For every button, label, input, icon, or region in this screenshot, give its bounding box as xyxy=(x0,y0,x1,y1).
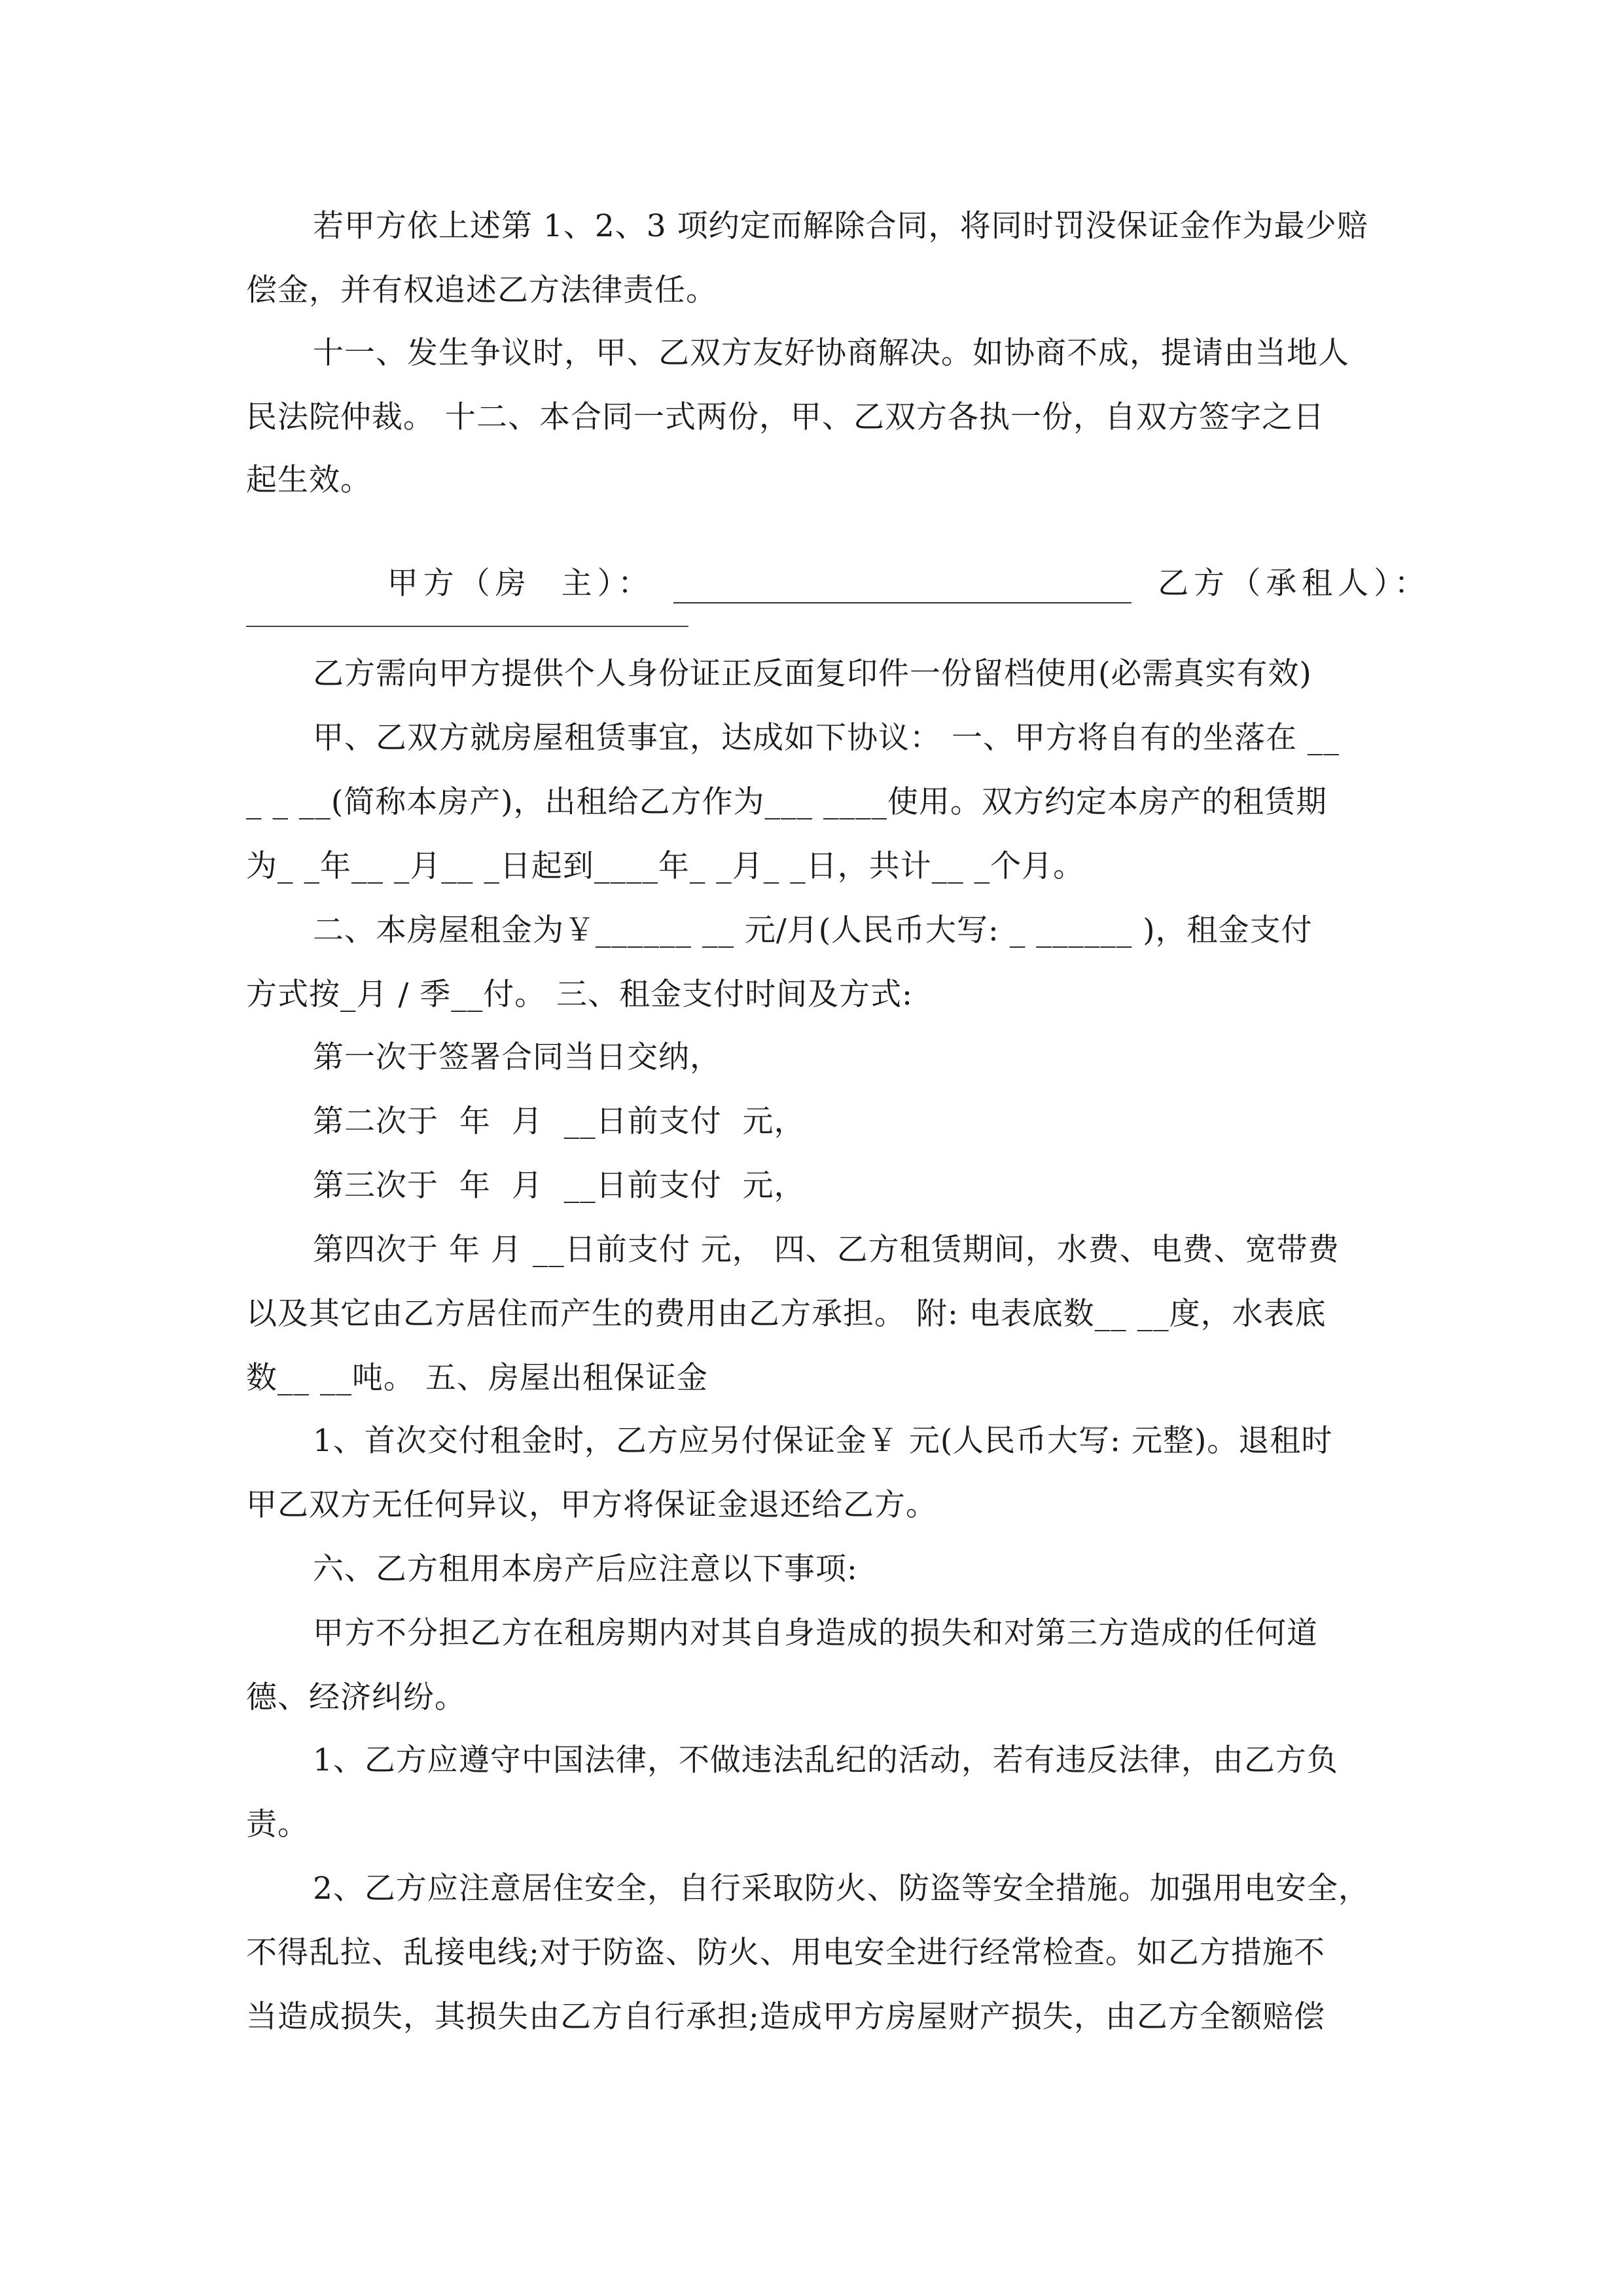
paragraph-line: 1、首次交付租金时，乙方应另付保证金￥ 元(人民币大写: 元整)。退租时 xyxy=(313,1423,1333,1459)
party-a-label: 甲方（房 主）： xyxy=(387,565,654,601)
paragraph-line: _ _ __(简称本房产)，出租给乙方作为___ ____使用。双方约定本房产的租赁期 xyxy=(246,784,1327,820)
paragraph-line: 十一、发生争议时，甲、乙双方友好协商解决。如协商不成，提请由当地人 xyxy=(313,335,1349,371)
paragraph-line: 不得乱拉、乱接电线;对于防盗、防火、用电安全进行经常检查。如乙方措施不 xyxy=(246,1935,1325,1971)
paragraph-line: 甲乙双方无任何异议，甲方将保证金退还给乙方。 xyxy=(246,1487,937,1523)
paragraph-line: 2、乙方应注意居住安全，自行采取防火、防盗等安全措施。加强用电安全， xyxy=(313,1871,1370,1907)
party-a-signature-line xyxy=(673,573,1132,603)
paragraph-line: 六、乙方租用本房产后应注意以下事项: xyxy=(313,1551,858,1587)
paragraph-line: 甲、乙双方就房屋租赁事宜，达成如下协议： 一、甲方将自有的坐落在 __ xyxy=(313,720,1340,756)
paragraph-line: 偿金，并有权追述乙方法律责任。 xyxy=(246,272,717,308)
paragraph-line: 第四次于 年 月 __日前支付 元， 四、乙方租赁期间，水费、电费、宽带费 xyxy=(313,1232,1340,1268)
paragraph-line: 二、本房屋租金为￥______ __ 元/月(人民币大写: _ ______ )，租金支付 xyxy=(313,912,1313,948)
paragraph-line: 方式按_月 / 季__付。 三、租金支付时间及方式: xyxy=(246,977,913,1013)
paragraph-line: 德、经济纠纷。 xyxy=(246,1679,466,1715)
paragraph-line: 第二次于 年 月 __日前支付 元， xyxy=(313,1103,806,1139)
party-b-signature-line xyxy=(246,626,688,627)
paragraph-line: 责。 xyxy=(246,1806,309,1842)
paragraph-line: 1、乙方应遵守中国法律，不做违法乱纪的活动，若有违反法律，由乙方负 xyxy=(313,1742,1338,1778)
paragraph-line: 以及其它由乙方居住而产生的费用由乙方承担。 附: 电表底数__ __度，水表底 xyxy=(246,1296,1327,1332)
paragraph-line: 乙方需向甲方提供个人身份证正反面复印件一份留档使用(必需真实有效) xyxy=(313,656,1312,692)
paragraph-line: 第一次于签署合同当日交纳， xyxy=(313,1039,721,1075)
signature-row xyxy=(327,525,1431,643)
paragraph-line: 甲方不分担乙方在租房期内对其自身造成的损失和对第三方造成的任何道 xyxy=(313,1615,1318,1651)
paragraph-line: 第三次于 年 月 __日前支付 元， xyxy=(313,1168,806,1204)
paragraph-line: 若甲方依上述第 1、2、3 项约定而解除合同，将同时罚没保证金作为最少赔 xyxy=(313,208,1368,244)
paragraph-line: 数__ __吨。 五、房屋出租保证金 xyxy=(246,1360,708,1396)
paragraph-line: 为_ _年__ _月__ _日起到____年_ _月_ _日，共计__ _个月。 xyxy=(246,848,1085,884)
paragraph-line: 起生效。 xyxy=(246,462,372,498)
party-b-label: 乙方（承租人）： xyxy=(1158,565,1431,601)
paragraph-line: 当造成损失，其损失由乙方自行承担;造成甲方房屋财产损失，由乙方全额赔偿 xyxy=(246,1999,1325,2035)
paragraph-line: 民法院仲裁。 十二、本合同一式两份，甲、乙双方各执一份，自双方签字之日 xyxy=(246,399,1325,435)
